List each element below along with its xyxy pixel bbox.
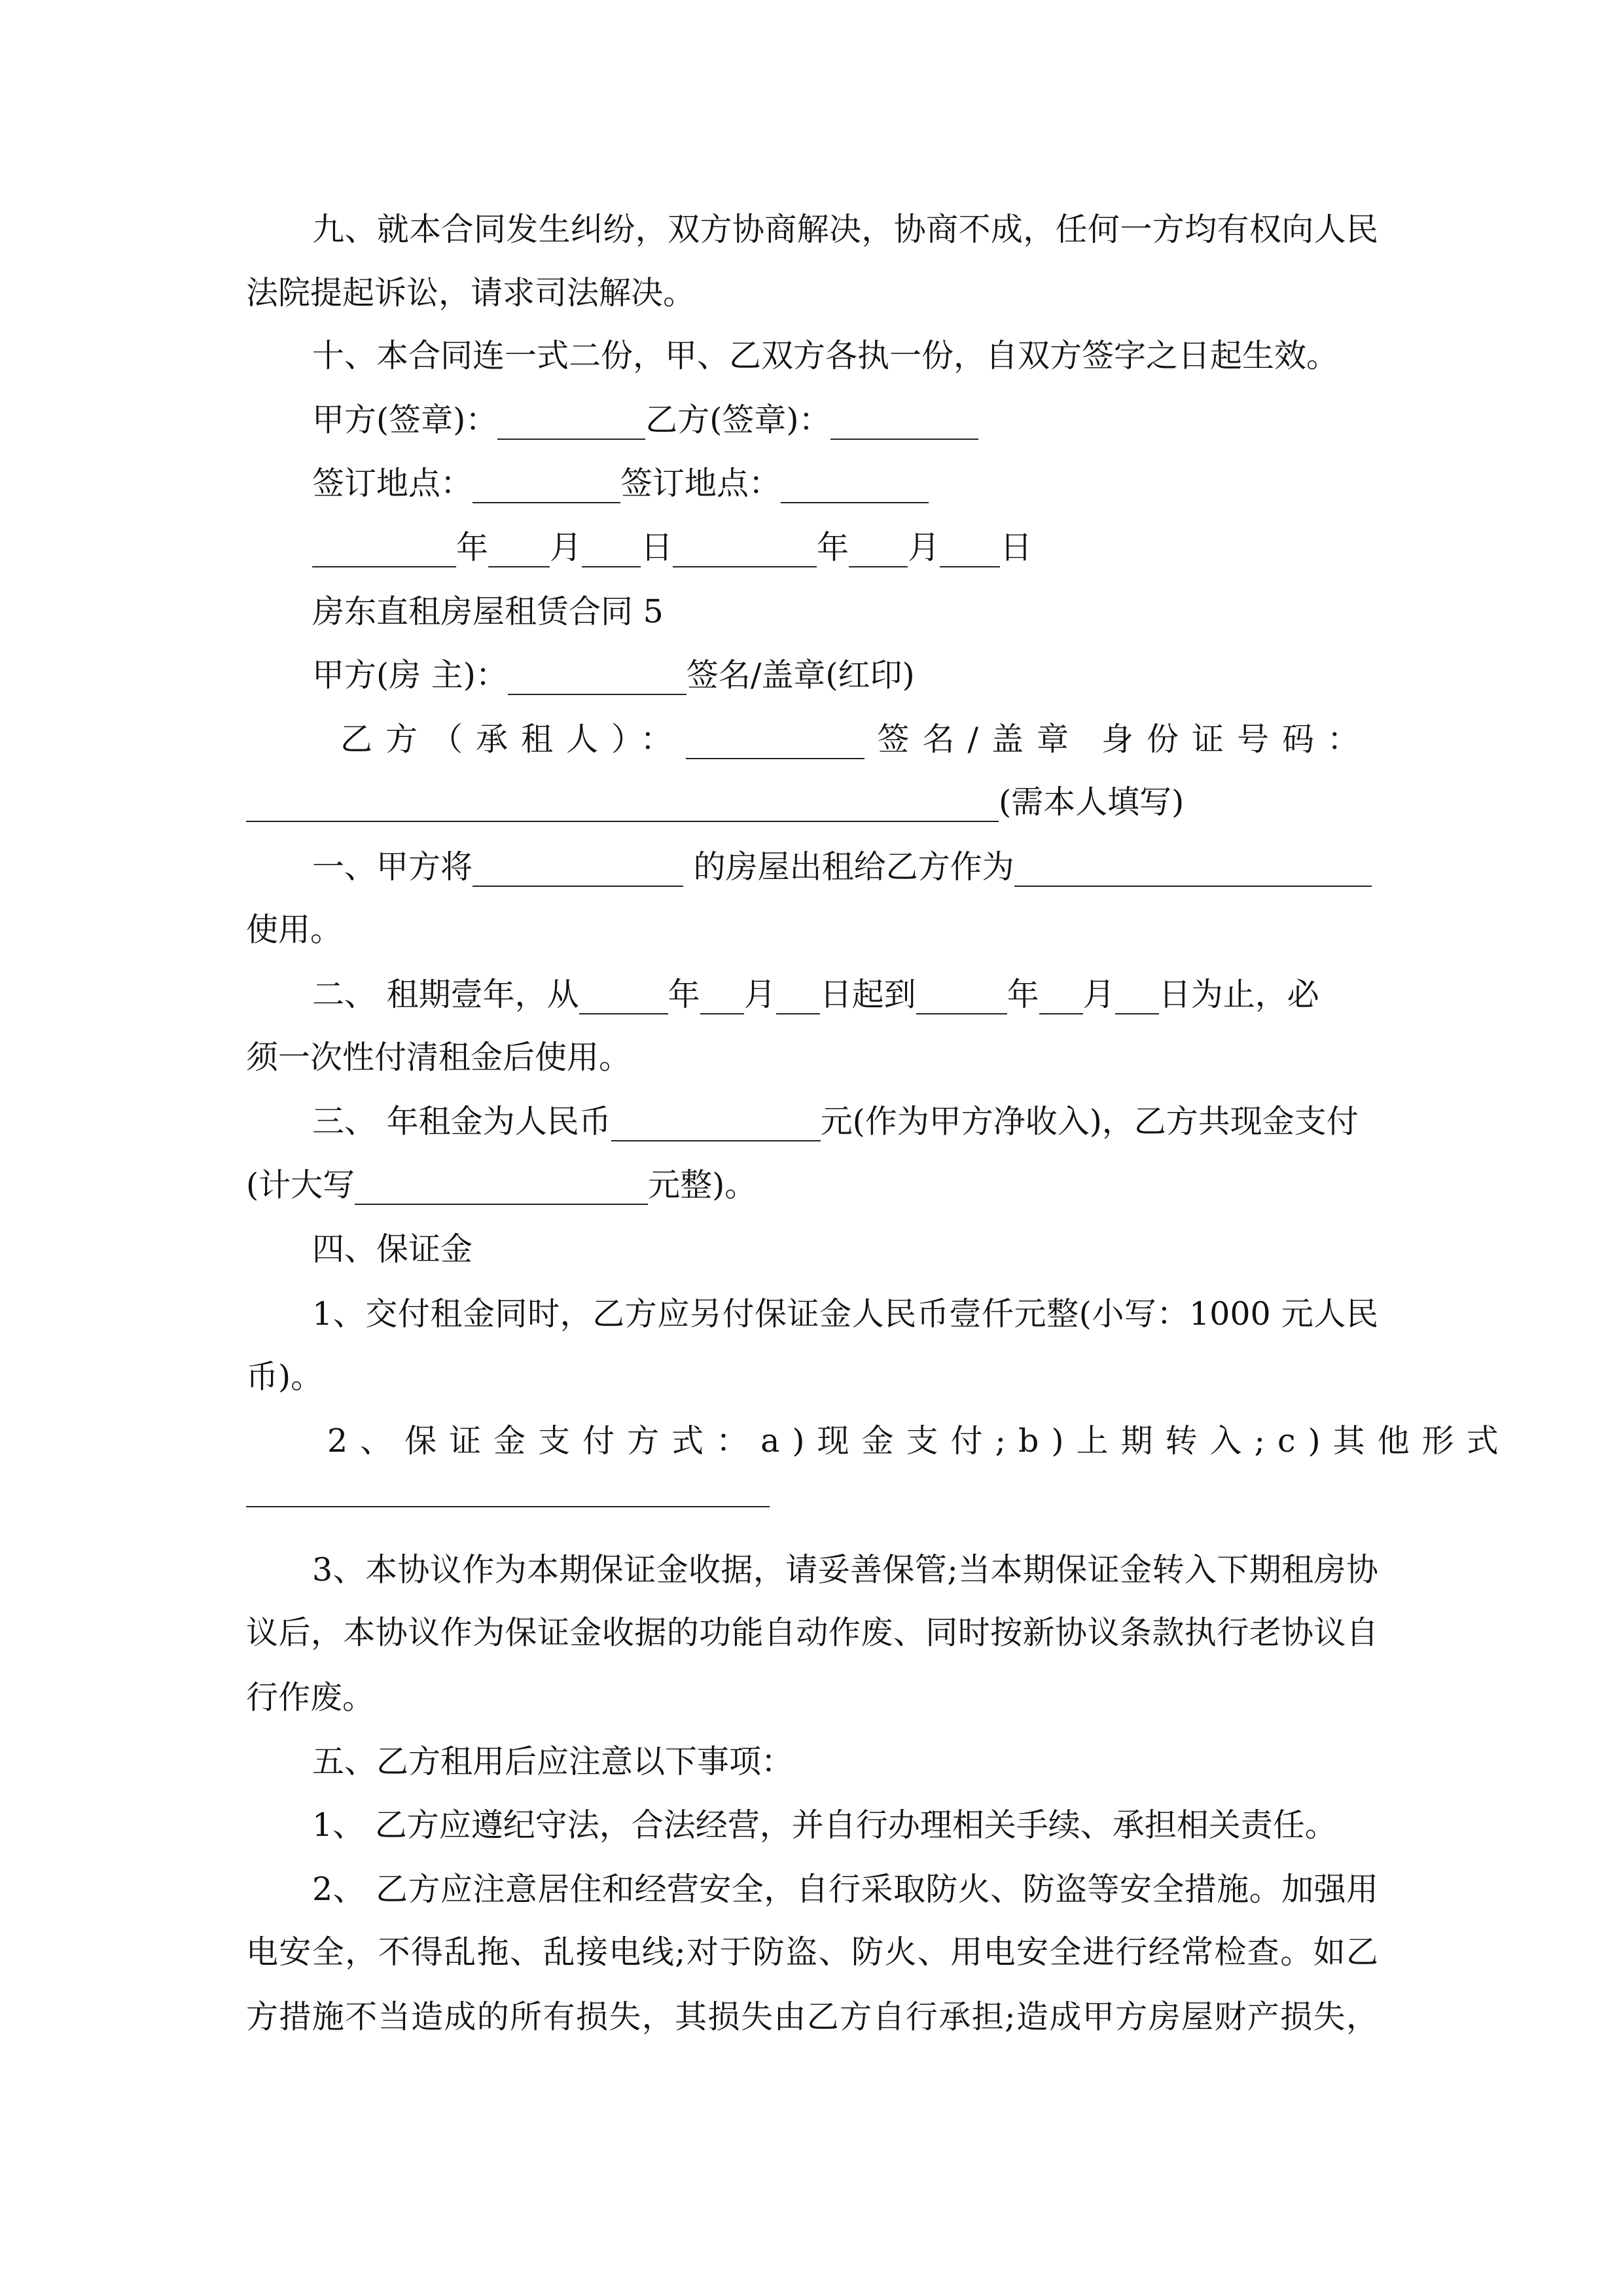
tenant-line [340,720,1372,759]
clause-5-2-line-2: 电安全，不得乱拖、乱接电线;对于防盗、防火、用电安全进行经常检查。如乙 [246,1933,1378,1971]
blank [776,980,820,1014]
tenant-blank [686,725,865,759]
blank [582,533,641,567]
text: 的房屋出租给乙方作为 [683,848,1014,886]
text: 为止，必 [1190,976,1319,1013]
year-label: 年 [456,529,489,566]
day-label: 日 [641,529,673,566]
clause-5-2-line-3: 方措施不当造成的所有损失，其损失由乙方自行承担;造成甲方房屋财产损失， [246,1998,1378,2036]
month-label: 月 [1082,976,1115,1013]
id-number-line [246,783,1184,822]
month-label: 月 [550,529,582,566]
year-label: 年 [668,976,700,1013]
year-label: 年 [1007,976,1039,1013]
clause-1-line-1 [312,848,1372,887]
clause-9-line-1: 九、就本合同发生纠纷，双方协商解决，协商不成，任何一方均有权向人民 [312,211,1378,248]
party-b-signature-label: 乙方(签章)： [645,401,831,439]
clause-3-line-1 [312,1102,1359,1141]
landlord-label: 甲方(房 主)： [312,656,508,694]
clause-4-1-line-2: 币)。 [246,1358,323,1395]
clause-4-heading: 四、保证金 [312,1230,473,1268]
clause-4-3-line-2: 议后，本协议作为保证金收据的功能自动作废、同时按新协议条款执行老协议自 [246,1614,1378,1651]
text: 元整)。 [648,1166,757,1204]
clause-2-line-2: 须一次性付清租金后使用。 [246,1039,632,1076]
text: 三、 年租金为人民币 [312,1103,611,1140]
blank [849,533,908,567]
clause-3-line-2 [246,1166,757,1205]
clause-1-line-2: 使用。 [246,911,343,948]
month-label: 月 [908,529,940,566]
purpose-blank [1014,853,1372,887]
clause-9-line-2: 法院提起诉讼，请求司法解决。 [246,274,696,312]
clause-4-3-line-3: 行作废。 [246,1679,375,1716]
id-number-label: 身份证号码： [1101,721,1373,758]
clause-5-2-line-1: 2、 乙方应注意居住和经营安全，自行采取防火、防盗等安全措施。加强用 [312,1871,1378,1908]
blank [916,980,1007,1014]
clause-4-2: 2、保证金支付方式：a)现金支付;b)上期转入;c)其他形式 [327,1422,1511,1460]
id-number-blank [246,788,999,822]
sign-place-label-a: 签订地点： [312,465,473,502]
sign-place-label-b: 签订地点： [620,465,781,502]
clause-5-1: 1、 乙方应遵纪守法，合法经营，并自行办理相关手续、承担相关责任。 [312,1806,1337,1844]
sign-place-line [312,464,929,503]
day-label: 日 [819,976,852,1013]
contract-title: 房东直租房屋租赁合同 5 [312,593,664,630]
blank [940,533,1000,567]
party-a-signature-label: 甲方(签章)： [312,401,498,439]
clause-4-3-line-1: 3、本协议作为本期保证金收据，请妥善保管;当本期保证金转入下期租房协 [312,1551,1378,1588]
blank [579,980,668,1014]
clause-5-heading: 五、乙方租用后应注意以下事项： [312,1743,794,1780]
party-a-signature-blank [497,406,645,440]
landlord-blank [508,661,687,695]
text: 起到 [851,976,916,1013]
text: (计大写 [246,1166,355,1204]
blank [1039,980,1083,1014]
clause-2-line-1 [312,975,1319,1014]
blank [673,533,817,567]
date-line [312,528,1032,567]
sign-place-blank-a [473,469,620,503]
day-label: 日 [1158,976,1191,1013]
party-b-signature-blank [830,406,978,440]
blank [312,533,456,567]
landlord-line [312,656,915,695]
address-blank [473,853,683,887]
blank [700,980,744,1014]
blank [488,533,550,567]
signature-line [312,401,978,440]
sign-place-blank-b [781,469,929,503]
text: 一、甲方将 [312,848,473,886]
payment-method-blank [246,1506,770,1507]
month-label: 月 [743,976,776,1013]
rent-blank [611,1107,821,1141]
text: 二、 租期壹年，从 [312,976,579,1013]
self-fill-note: (需本人填写) [999,783,1185,821]
year-label: 年 [817,529,849,566]
tenant-sign-label: 签名/盖章 [877,721,1082,758]
rent-capital-blank [355,1171,648,1205]
clause-4-1-line-1: 1、交付租金同时，乙方应另付保证金人民币壹仟元整(小写：1000 元人民 [312,1295,1378,1333]
text: 元(作为甲方净收入)，乙方共现金支付 [820,1103,1359,1140]
blank [1115,980,1159,1014]
tenant-label: 乙方（承租人）： [340,721,686,758]
clause-10: 十、本合同连一式二份，甲、乙双方各执一份，自双方签字之日起生效。 [312,337,1339,374]
landlord-sign-label: 签名/盖章(红印) [686,656,915,694]
day-label: 日 [1000,529,1033,566]
